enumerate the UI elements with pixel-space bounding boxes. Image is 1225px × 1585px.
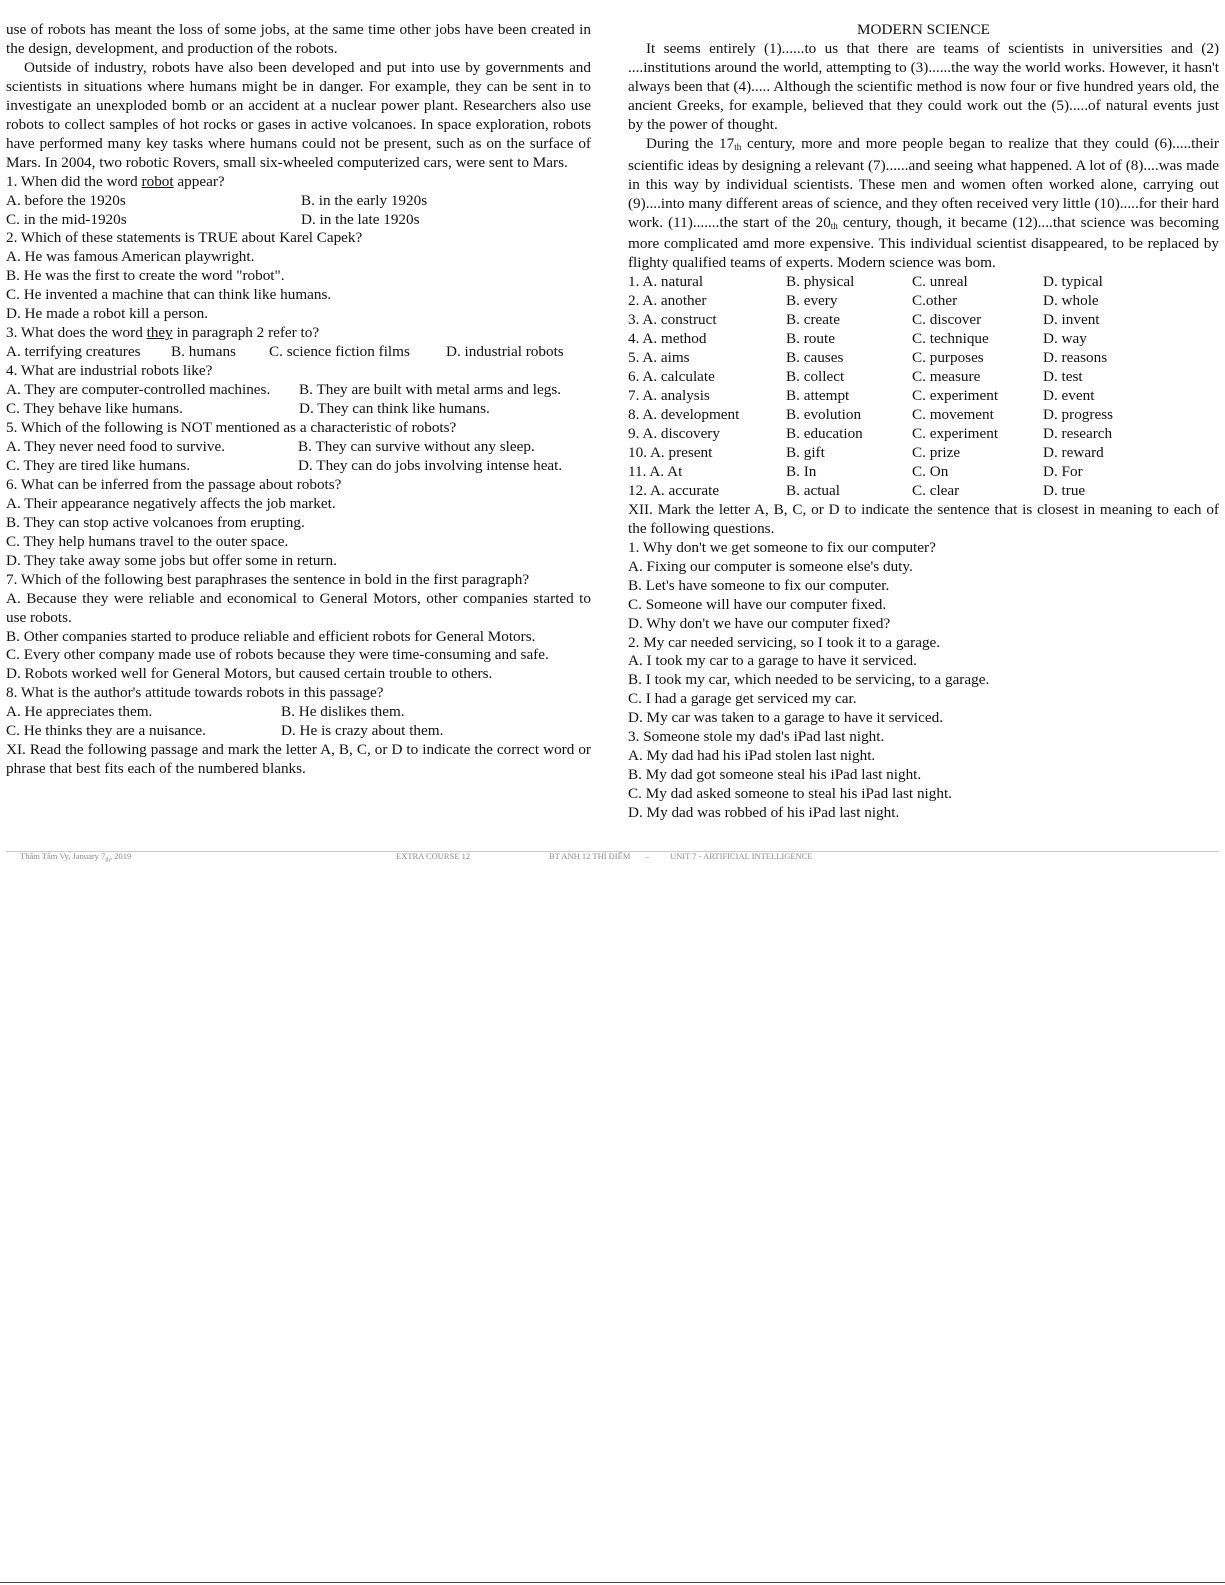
option-b: B. He dislikes them. [281, 703, 405, 721]
option-b: B. My dad got someone steal his iPad last night. [628, 766, 922, 784]
option-d: D. They can think like humans. [299, 400, 490, 418]
question-8: 8. What is the author's attitude towards robots in this passage? [6, 684, 384, 702]
question-1: 1. When did the word robot appear? [6, 172, 225, 190]
footer-author: Thẩm Tâm Vy, January $7_{th}$, 2019 [20, 851, 132, 864]
cloze-option: 1. A. natural [628, 273, 704, 291]
cloze-option-row [628, 311, 1219, 330]
cloze-option: B. evolution [786, 406, 862, 424]
cloze-option: C. technique [912, 330, 989, 348]
cloze-option: B. In [786, 462, 817, 480]
cloze-option: D. reasons [1043, 349, 1108, 367]
option-d: D. He made a robot kill a person. [6, 305, 209, 323]
option-d: D. in the late 1920s [301, 210, 420, 228]
cloze-option: 10. A. present [628, 443, 713, 461]
option-b: B. humans [171, 343, 236, 361]
page-footer [6, 851, 1219, 864]
option-c: C. They are tired like humans. [6, 456, 191, 474]
cloze-option: D. progress [1043, 406, 1114, 424]
cloze-option-row [628, 292, 1219, 311]
cloze-option: C. clear [912, 481, 960, 499]
question-5: 5. Which of the following is NOT mentioned as a characteristic of robots? [6, 419, 457, 437]
cloze-option: 5. A. aims [628, 349, 690, 367]
option-a: A. Because they were reliable and economical to General Motors, other companies started to use robots. [6, 589, 591, 626]
question-5-options-ab [6, 438, 591, 457]
option-c: C. They help humans travel to the outer space. [6, 532, 289, 550]
cloze-option: C. prize [912, 443, 961, 461]
cloze-options-table [628, 273, 1219, 500]
cloze-option: C. experiment [912, 425, 999, 443]
question-8-options-cd [6, 722, 591, 741]
option-a: A. Fixing our computer is someone else's duty. [628, 557, 913, 575]
cloze-option: D. typical [1043, 273, 1103, 291]
cloze-option: C. discover [912, 311, 982, 329]
sentence-question-2: 2. My car needed servicing, so I took it to a garage. [628, 633, 941, 651]
cloze-option: C.other [912, 292, 958, 310]
cloze-option: C. On [912, 462, 949, 480]
question-5-options-cd [6, 457, 591, 476]
cloze-option: 9. A. discovery [628, 425, 720, 443]
option-a: A. I took my car to a garage to have it serviced. [628, 652, 917, 670]
footer-dash: – [645, 851, 650, 861]
cloze-option-row [628, 444, 1219, 463]
cloze-option: C. unreal [912, 273, 968, 291]
cloze-option: 3. A. construct [628, 311, 717, 329]
cloze-option: B. attempt [786, 387, 850, 405]
option-d: D. industrial robots [446, 343, 564, 361]
option-c: C. He thinks they are a nuisance. [6, 722, 206, 740]
option-c: C. I had a garage get serviced my car. [628, 690, 857, 708]
cloze-option-row [628, 349, 1219, 368]
question-7: 7. Which of the following best paraphrases the sentence in bold in the first paragraph? [6, 570, 530, 588]
cloze-option: D. research [1043, 425, 1113, 443]
cloze-option: B. every [786, 292, 838, 310]
footer-course: EXTRA COURSE 12 [396, 851, 471, 861]
option-c: C. They behave like humans. [6, 400, 183, 418]
passage-paragraph-2: During the $17_{th}$ century, more and more people began to realize that they could (6).....their scientific ideas by designing a relevant (7)......and seeing what happened. A lot of (8)....was made in this way by individual scientists. These men and women often worked alone, carrying out (9)....into many different areas of science, and they often received very little (10).....for their hard work. (11).......the start of the $20_{th}$ century, though, it became (12)....that science was becoming more complicated amd more expensive. This individual scientist disappeared, to be replaced by flighty qualified teams of experts. Modern science was bom. [628, 134, 1220, 272]
option-c: C. science fiction films [269, 343, 410, 361]
cloze-option-row [628, 463, 1219, 482]
cloze-option: B. actual [786, 481, 840, 499]
intro-paragraph-1: use of robots has meant the loss of some jobs, at the same time other jobs have been created in the design, development, and production of the robots. [6, 21, 591, 57]
cloze-option: D. true [1043, 481, 1086, 499]
cloze-option: D. whole [1043, 292, 1099, 310]
section-xii-instructions: XII. Mark the letter A, B, C, or D to indicate the sentence that is closest in meaning to each of the following questions. [628, 500, 1219, 537]
sentence-question-1: 1. Why don't we get someone to fix our computer? [628, 538, 936, 556]
cloze-option: B. causes [786, 349, 844, 367]
cloze-option: B. physical [786, 273, 855, 291]
option-d: D. They take away some jobs but offer some in return. [6, 551, 337, 569]
option-b: B. They can stop active volcanoes from erupting. [6, 513, 305, 531]
cloze-option-row [628, 368, 1219, 387]
option-d: D. He is crazy about them. [281, 722, 444, 740]
passage-paragraph-1: It seems entirely (1)......to us that there are teams of scientists in universities and (2) ....institutions around the world, attempting to (3)......the way the world works. However, it hasn't always been that (4)..... Although the scientific method is now four or five hundred years old, the ancient Greeks, for example, believed that they could work out the (5).....of natural events just by the power of thought. [628, 39, 1219, 133]
option-a: A. He appreciates them. [6, 703, 153, 721]
question-3-options [6, 343, 591, 362]
cloze-option: B. collect [786, 368, 845, 386]
option-b: B. I took my car, which needed to be servicing, to a garage. [628, 671, 990, 689]
cloze-option-row [628, 330, 1219, 349]
cloze-option: 11. A. At [628, 462, 683, 480]
option-b: B. They can survive without any sleep. [298, 437, 535, 455]
cloze-option: 4. A. method [628, 330, 707, 348]
cloze-option: 2. A. another [628, 292, 707, 310]
cloze-option-row [628, 406, 1219, 425]
question-6: 6. What can be inferred from the passage about robots? [6, 475, 342, 493]
option-c: C. My dad asked someone to steal his iPad last night. [628, 785, 952, 803]
footer-subject: BT ANH 12 THÍ ĐIỂM [549, 851, 631, 861]
option-b: B. Other companies started to produce reliable and efficient robots for General Motors. [6, 627, 536, 645]
option-a: A. before the 1920s [6, 191, 126, 209]
section-xi-instructions: XI. Read the following passage and mark the letter A, B, C, or D to indicate the correct word or phrase that best fits each of the numbered blanks. [6, 741, 591, 778]
question-1-options-ab [6, 192, 591, 211]
left-column [6, 21, 591, 779]
question-2: 2. Which of these statements is TRUE about Karel Capek? [6, 229, 363, 247]
cloze-option: C. measure [912, 368, 981, 386]
option-c: C. in the mid-1920s [6, 210, 127, 228]
cloze-option-row [628, 425, 1219, 444]
option-d: D. Robots worked well for General Motors, but caused certain trouble to others. [6, 665, 493, 683]
intro-paragraph-2: Outside of industry, robots have also been developed and put into use by governments and scientists in situations where humans might be in danger. For example, they can be sent in to investigate an unexploded bomb or an accident at a nuclear power plant. Researchers also use robots to collect samples of hot rocks or gases in active volcanoes. In space exploration, robots have performed many key tasks where humans could not be present, such as on the surface of Mars. In 2004, two robotic Rovers, small six-wheeled computerized cars, were sent to Mars. [6, 58, 591, 171]
cloze-option: C. movement [912, 406, 994, 424]
question-3: 3. What does the word they in paragraph 2 refer to? [6, 324, 320, 342]
option-d: D. My dad was robbed of his iPad last night. [628, 804, 900, 822]
question-8-options-ab [6, 703, 591, 722]
option-c: C. Someone will have our computer fixed. [628, 595, 887, 613]
option-d: D. My car was taken to a garage to have it serviced. [628, 709, 944, 727]
question-4-options-cd [6, 400, 591, 419]
sentence-question-3: 3. Someone stole my dad's iPad last night. [628, 728, 885, 746]
option-a: A. They are computer-controlled machines. [6, 381, 271, 399]
option-b: B. Let's have someone to fix our computer. [628, 576, 890, 594]
cloze-option: 7. A. analysis [628, 387, 710, 405]
question-4: 4. What are industrial robots like? [6, 362, 213, 380]
option-a: A. My dad had his iPad stolen last night. [628, 747, 876, 765]
option-a: A. Their appearance negatively affects the job market. [6, 494, 336, 512]
option-b: B. He was the first to create the word "robot". [6, 267, 285, 285]
cloze-option-row [628, 482, 1219, 501]
cloze-option: C. experiment [912, 387, 999, 405]
option-c: C. He invented a machine that can think like humans. [6, 286, 332, 304]
page-bottom-rule [0, 1582, 1225, 1583]
question-4-options-ab [6, 381, 591, 400]
cloze-option: D. For [1043, 462, 1083, 480]
cloze-option: D. event [1043, 387, 1095, 405]
option-b: B. They are built with metal arms and legs. [299, 381, 562, 399]
cloze-option: 12. A. accurate [628, 481, 720, 499]
cloze-option-row [628, 387, 1219, 406]
cloze-option: B. create [786, 311, 840, 329]
cloze-option: 6. A. calculate [628, 368, 715, 386]
cloze-option: 8. A. development [628, 406, 740, 424]
footer-unit: UNIT 7 - ARTIFICIAL INTELLIGENCE [670, 851, 813, 861]
option-d: D. Why don't we have our computer fixed? [628, 614, 891, 632]
cloze-option: B. education [786, 425, 863, 443]
cloze-option: D. reward [1043, 443, 1104, 461]
passage-title: MODERN SCIENCE [857, 21, 990, 38]
cloze-option: D. way [1043, 330, 1087, 348]
option-d: D. They can do jobs involving intense heat. [298, 456, 563, 474]
option-c: C. Every other company made use of robots because they were time-consuming and safe. [6, 646, 549, 664]
cloze-option: D. test [1043, 368, 1083, 386]
option-b: B. in the early 1920s [301, 191, 428, 209]
cloze-option-row [628, 273, 1219, 292]
option-a: A. They never need food to survive. [6, 437, 226, 455]
question-1-options-cd [6, 211, 591, 230]
cloze-option: D. invent [1043, 311, 1100, 329]
option-a: A. He was famous American playwright. [6, 248, 255, 266]
cloze-option: B. route [786, 330, 835, 348]
cloze-option: C. purposes [912, 349, 984, 367]
option-a: A. terrifying creatures [6, 343, 141, 361]
cloze-option: B. gift [786, 443, 825, 461]
right-column [628, 21, 1219, 823]
